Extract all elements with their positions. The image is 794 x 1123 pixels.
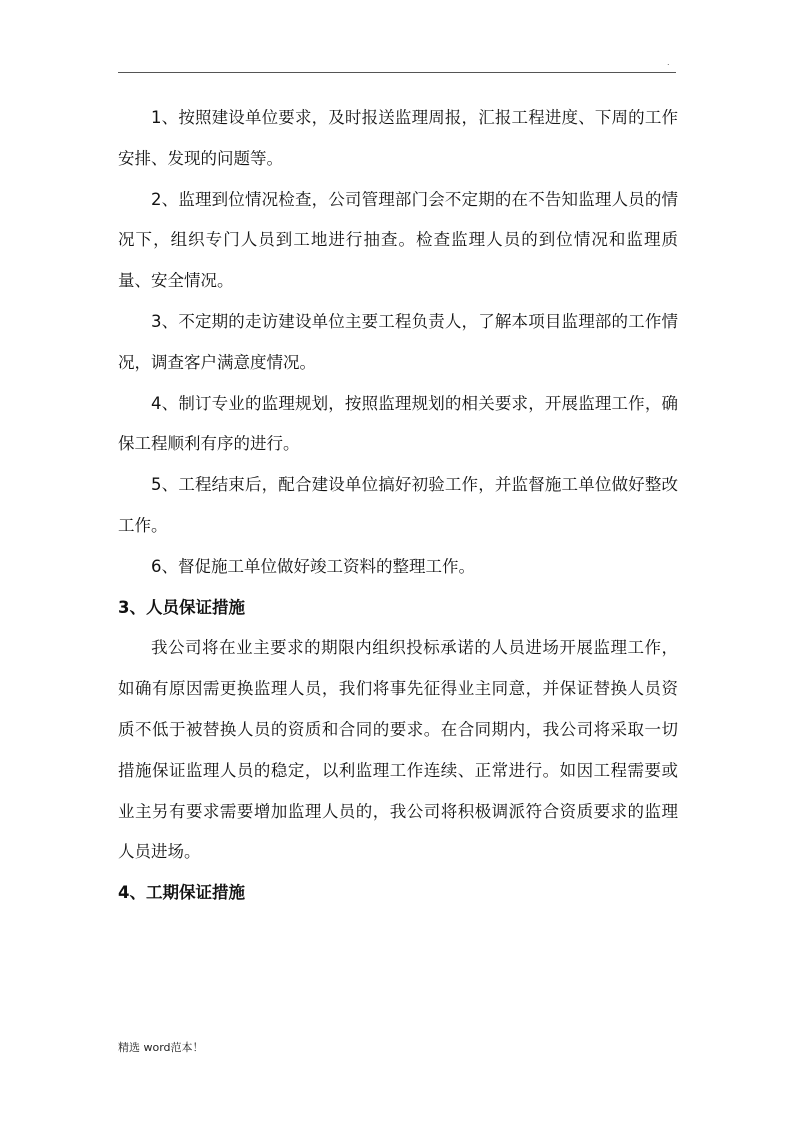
list-item-6: 6、督促施工单位做好竣工资料的整理工作。 xyxy=(151,556,475,576)
section-3-paragraph: 我公司将在业主要求的期限内组织投标承诺的人员进场开展监理工作，如确有原因需更换监理人员，我们将事先征得业主同意，并保证替换人员资质不低于被替换人员的资质和合同的要求。在合同期内，我公司将采取一切措施保证监理人员的稳定，以利监理工作连续、正常进行。如因工程需要或业主另有要求需要增加监理人员的，我公司将积极调派符合资质要求的监理人员进场。 xyxy=(118,638,678,862)
list-item-5: 5、工程结束后，配合建设单位搞好初验工作，并监督施工单位做好整改工作。 xyxy=(118,475,678,535)
document-body xyxy=(118,98,678,914)
header-rule xyxy=(118,72,676,73)
list-item-2: 2、监理到位情况检查，公司管理部门会不定期的在不告知监理人员的情况下，组织专门人员到工地进行抽查。检查监理人员的到位情况和监理质量、安全情况。 xyxy=(118,189,678,291)
footer-text: 精选 word范本！ xyxy=(118,1041,204,1054)
section-4-heading: 4、工期保证措施 xyxy=(118,883,245,903)
section-3-heading: 3、人员保证措施 xyxy=(118,597,245,617)
list-item-4: 4、制订专业的监理规划，按照监理规划的相关要求，开展监理工作，确保工程顺利有序的进行。 xyxy=(118,393,678,454)
list-item-1: 1、按照建设单位要求，及时报送监理周报，汇报工程进度、下周的工作安排、发现的问题等。 xyxy=(118,108,678,168)
list-item-3: 3、不定期的走访建设单位主要工程负责人，了解本项目监理部的工作情况，调查客户满意度情况。 xyxy=(118,311,678,372)
header-mark: . xyxy=(667,58,670,67)
